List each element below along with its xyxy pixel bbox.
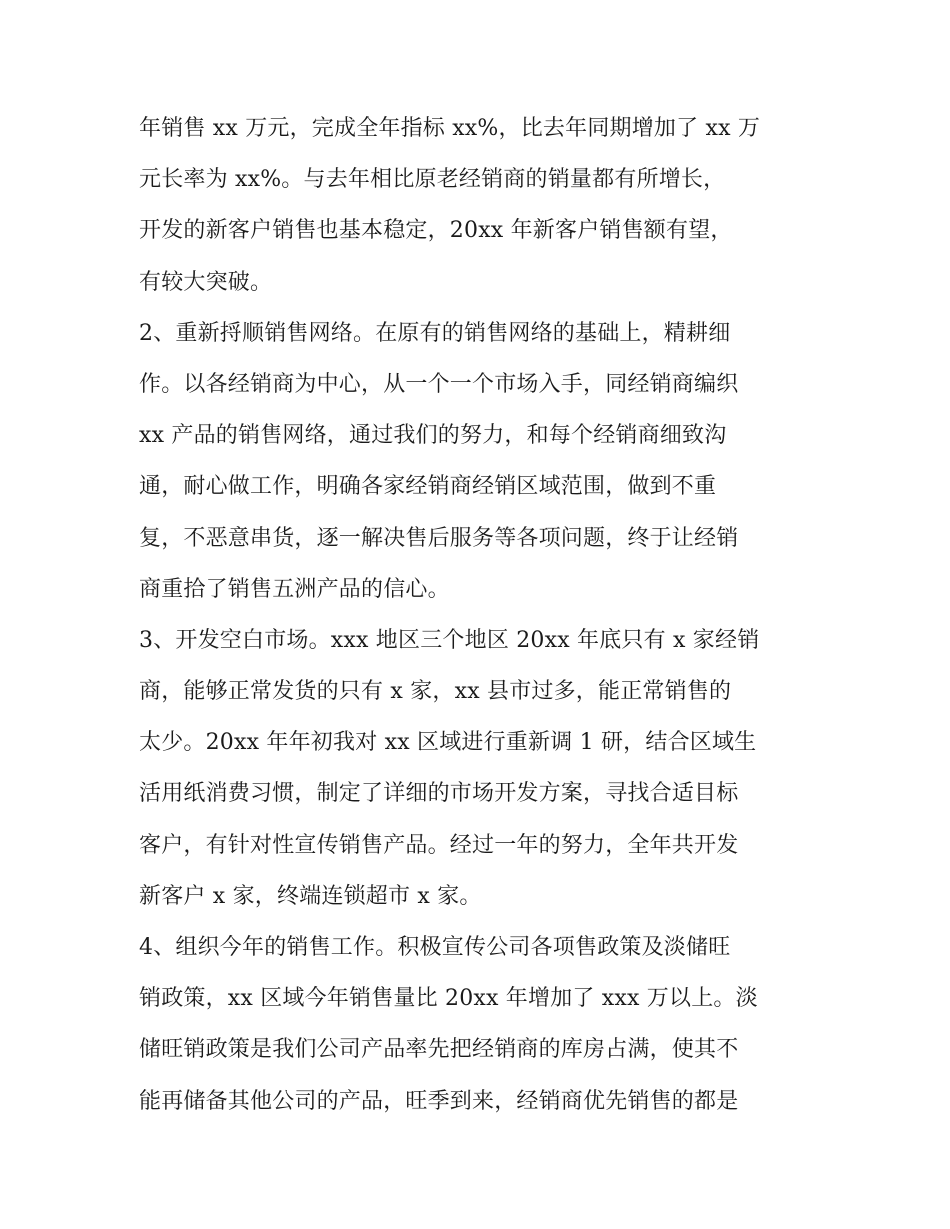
text-line: 能再储备其他公司的产品，旺季到来，经销商优先销售的都是 xyxy=(139,1088,739,1114)
document-body xyxy=(139,103,819,1127)
text-line: 4、组织今年的销售工作。积极宣传公司各项售政策及淡储旺 xyxy=(139,935,731,960)
text-line: 年销售 xx 万元，完成全年指标 xx%，比去年同期增加了 xx 万 xyxy=(139,116,761,141)
text-line: 复，不恶意串货，逐一解决售后服务等各项问题，终于让经销 xyxy=(139,525,739,551)
text-line: 商重拾了销售五洲产品的信心。 xyxy=(139,576,450,602)
text-line: 开发的新客户销售也基本稳定，20xx 年新客户销售额有望， xyxy=(139,218,733,244)
text-line: 通，耐心做工作，明确各家经销商经销区域范围，做到不重 xyxy=(139,474,717,500)
text-line: 新客户 x 家，终端连锁超市 x 家。 xyxy=(139,883,482,909)
text-line: 3、开发空白市场。xxx 地区三个地区 20xx 年底只有 x 家经销 xyxy=(139,627,760,653)
text-line: 2、重新捋顺销售网络。在原有的销售网络的基础上，精耕细 xyxy=(139,320,731,346)
text-line: 客户，有针对性宣传销售产品。经过一年的努力，全年共开发 xyxy=(139,832,739,858)
text-line: 有较大突破。 xyxy=(139,269,273,295)
text-line: 太少。20xx 年年初我对 xx 区域进行重新调 1 研，结合区域生 xyxy=(139,730,757,756)
text-line: 活用纸消费习惯，制定了详细的市场开发方案，寻找合适目标 xyxy=(139,781,739,807)
text-line: 作。以各经销商为中心，从一个一个市场入手，同经销商编织 xyxy=(139,371,739,397)
text-line: 商，能够正常发货的只有 x 家，xx 县市过多，能正常销售的 xyxy=(139,679,732,705)
text-line: 销政策，xx 区域今年销售量比 20xx 年增加了 xxx 万以上。淡 xyxy=(139,986,758,1012)
text-line: 储旺销政策是我们公司产品率先把经销商的库房占满，使其不 xyxy=(139,1037,739,1063)
text-line: 元长率为 xx%。与去年相比原老经销商的销量都有所增长， xyxy=(139,167,726,193)
text-line: xx 产品的销售网络，通过我们的努力，和每个经销商细致沟 xyxy=(139,423,727,449)
